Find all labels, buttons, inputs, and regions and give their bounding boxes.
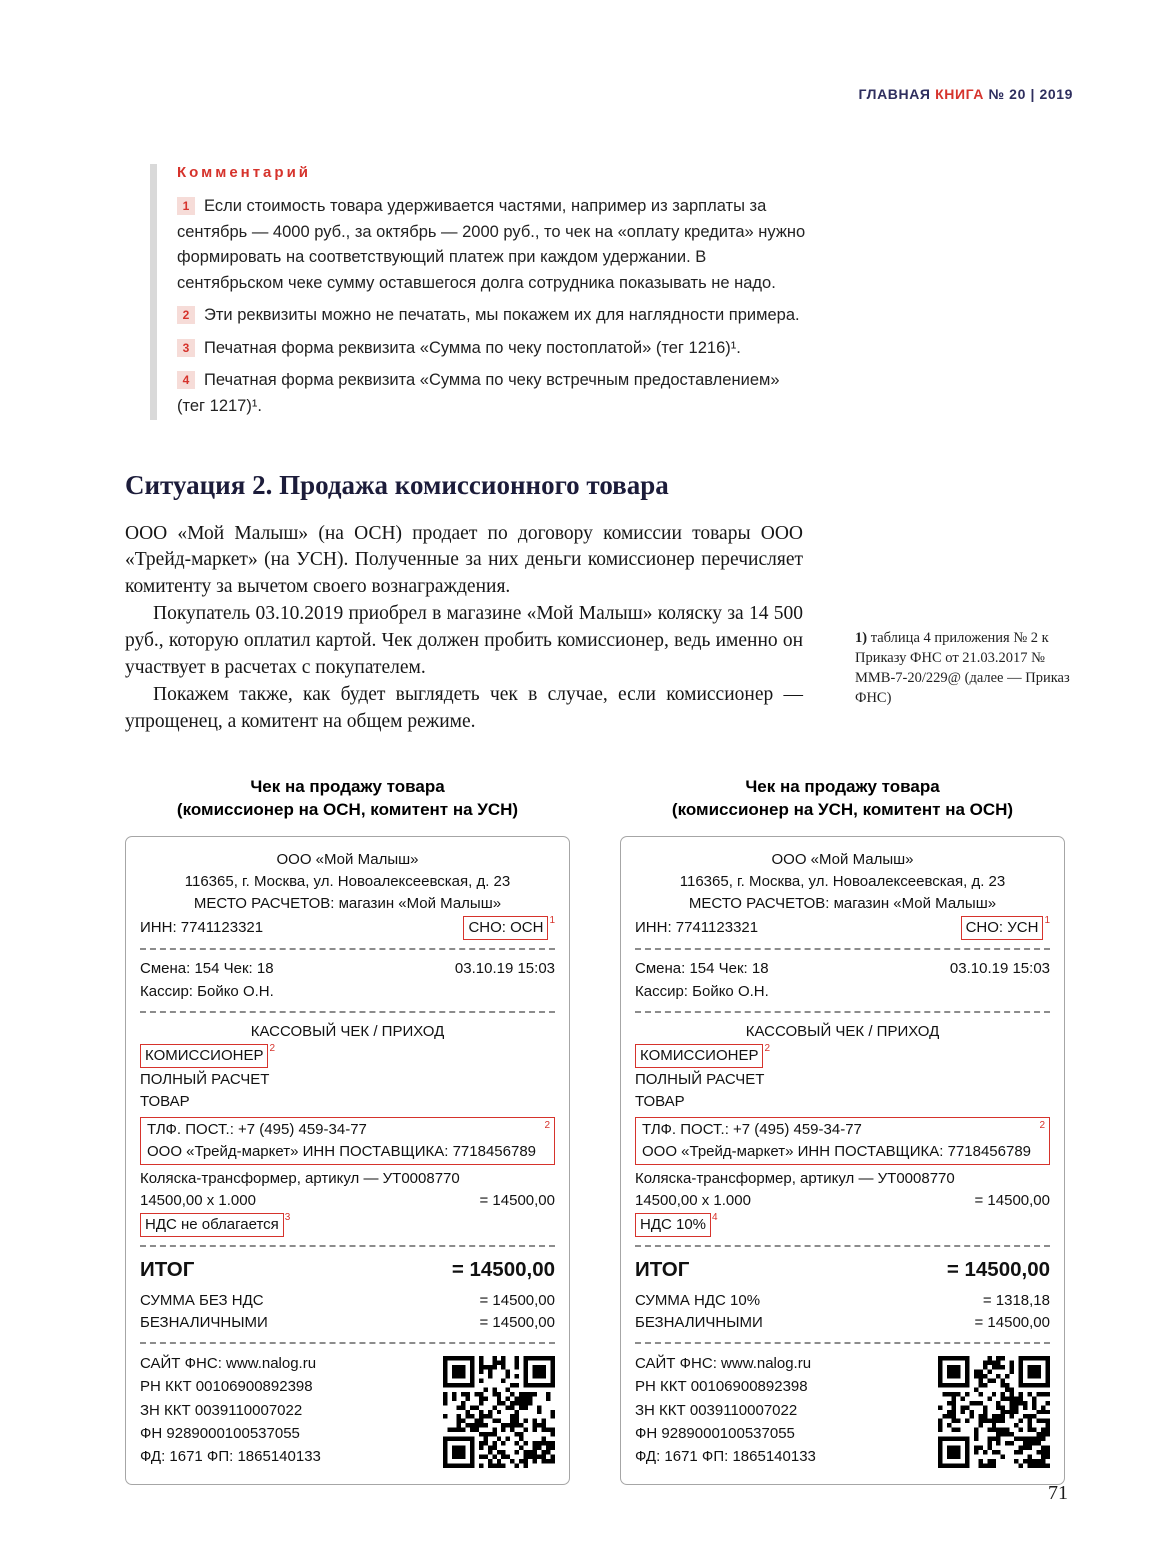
receipt-qty: 14500,00 x 1.000: [140, 1192, 256, 1210]
receipt-fns-zn: ЗН ККТ 0039110007022: [140, 1401, 303, 1419]
receipt-column-right: [620, 776, 1065, 1486]
receipt-sno-wrap: [961, 916, 1050, 940]
receipt-vat: НДС не облагается: [140, 1213, 284, 1237]
receipt-supplier: ООО «Трейд-маркет» ИНН ПОСТАВЩИКА: 7718456789: [147, 1142, 537, 1160]
receipt-payment-value: = 14500,00: [479, 1313, 555, 1331]
body-text: [125, 521, 803, 736]
receipt-shift: Смена: 154 Чек: 18: [635, 960, 769, 978]
commentary-item-text: Печатная форма реквизита «Сумма по чеку постоплатой» (тег 1216)¹.: [204, 338, 741, 357]
receipt-sno-footnote-ref: 1: [549, 915, 555, 927]
receipt-fns-zn: ЗН ККТ 0039110007022: [635, 1401, 798, 1419]
receipt-org: ООО «Мой Малыш»: [276, 850, 419, 868]
page-number: 71: [1048, 1482, 1068, 1504]
receipt-doc-type: КАССОВЫЙ ЧЕК / ПРИХОД: [250, 1022, 445, 1040]
receipt-total-value: = 14500,00: [451, 1258, 555, 1282]
dashed-divider: [140, 1011, 555, 1013]
receipt-supplier-phone: ТЛФ. ПОСТ.: +7 (495) 459-34-77: [642, 1120, 862, 1138]
dashed-divider: [140, 1342, 555, 1344]
brand-name-part2: КНИГА: [935, 86, 984, 102]
qr-code: [938, 1356, 1050, 1468]
receipt-org: ООО «Мой Малыш»: [771, 850, 914, 868]
commentary-item-number: 2: [177, 306, 195, 324]
receipt-amount: = 14500,00: [479, 1192, 555, 1210]
receipt-qty: 14500,00 x 1.000: [635, 1192, 751, 1210]
dashed-divider: [635, 1011, 1050, 1013]
receipt-sno-footnote-ref: 1: [1044, 915, 1050, 927]
receipt-fns-site: САЙТ ФНС: www.nalog.ru: [635, 1355, 812, 1373]
commentary-item: [177, 368, 810, 419]
receipt-item: Коляска-трансформер, артикул — УТ0008770: [635, 1169, 955, 1187]
receipt-title-line1: Чек на продажу товара: [250, 776, 445, 796]
receipt-fns-fn: ФН 9289000100537055: [635, 1424, 795, 1442]
receipt-cashier: Кассир: Бойко О.Н.: [140, 982, 274, 1000]
commentary-item-text: Печатная форма реквизита «Сумма по чеку встречным предоставлением» (тег 1217)¹.: [177, 371, 780, 415]
receipt-title-line2: (комиссионер на УСН, комитент на ОСН): [671, 799, 1014, 819]
receipt-supplier-phone: ТЛФ. ПОСТ.: +7 (495) 459-34-77: [147, 1120, 367, 1138]
receipt-vat-row: [140, 1213, 555, 1237]
commentary-item: [177, 303, 810, 329]
receipt-agent: КОМИССИОНЕР: [635, 1044, 763, 1068]
receipt-vat-row: [635, 1213, 1050, 1237]
receipt-shift-row: [140, 958, 555, 980]
receipt-datetime: 03.10.19 15:03: [949, 960, 1050, 978]
receipt-supplier-footnote-ref: 2: [1039, 1119, 1045, 1131]
receipt-qty-row: [635, 1190, 1050, 1212]
receipt-fns-rn: РН ККТ 00106900892398: [140, 1378, 313, 1396]
receipt-address: 116365, г. Москва, ул. Новоалексеевская, д. 23: [184, 872, 511, 890]
issue-number: № 20 | 2019: [988, 86, 1073, 102]
receipt-vat: НДС 10%: [635, 1213, 711, 1237]
dashed-divider: [635, 948, 1050, 950]
receipt-total-row: [635, 1255, 1050, 1285]
receipt-calc-type: ПОЛНЫЙ РАСЧЕТ: [635, 1071, 765, 1089]
body-paragraph: Покажем также, как будет выглядеть чек в случае, если комиссионер — упрощенец, а комитент на общем режиме.: [125, 683, 803, 732]
receipt-sum-label: СУММА БЕЗ НДС: [140, 1291, 264, 1309]
dashed-divider: [635, 1342, 1050, 1344]
commentary-item: [177, 336, 810, 362]
brand-name-part1: ГЛАВНАЯ: [858, 86, 931, 102]
receipt-fns-block: [635, 1352, 1050, 1468]
commentary-title: Комментарий: [177, 164, 312, 181]
receipt-agent-footnote-ref: 2: [764, 1042, 771, 1054]
receipt-cashier: Кассир: Бойко О.Н.: [635, 982, 769, 1000]
receipt-inn: ИНН: 7741123321: [140, 919, 264, 937]
receipt-sum-label: СУММА НДС 10%: [635, 1291, 761, 1309]
sidebar-footnote: [855, 628, 1085, 708]
receipt-supplier: ООО «Трейд-маркет» ИНН ПОСТАВЩИКА: 7718456789: [642, 1142, 1032, 1160]
commentary-item-number: 4: [177, 371, 195, 389]
receipt-supplier-box: [140, 1117, 555, 1165]
receipt-payment-row: [635, 1312, 1050, 1334]
receipt-qty-row: [140, 1190, 555, 1212]
receipt-fns-rn: РН ККТ 00106900892398: [635, 1378, 808, 1396]
receipt-total-value: = 14500,00: [946, 1258, 1050, 1282]
commentary-item: [177, 194, 810, 296]
receipt-vat-footnote-ref: 4: [712, 1212, 718, 1224]
receipt-sum-row: [635, 1290, 1050, 1312]
dashed-divider: [140, 948, 555, 950]
receipt-fns-fd: ФД: 1671 ФП: 1865140133: [635, 1448, 816, 1466]
receipt-doc-type: КАССОВЫЙ ЧЕК / ПРИХОД: [745, 1022, 940, 1040]
receipt-item: Коляска-трансформер, артикул — УТ0008770: [140, 1169, 460, 1187]
commentary-block: [150, 164, 810, 420]
receipt: [620, 836, 1065, 1486]
receipt-sum-value: = 14500,00: [479, 1291, 555, 1309]
receipt-inn-row: [635, 916, 1050, 940]
receipt-sno: СНО: УСН: [961, 916, 1044, 940]
commentary-item-number: 3: [177, 339, 195, 357]
commentary-item-number: 1: [177, 197, 195, 215]
receipt-place: МЕСТО РАСЧЕТОВ: магазин «Мой Малыш»: [193, 895, 502, 912]
qr-code: [443, 1356, 555, 1468]
receipt-payment-label: БЕЗНАЛИЧНЫМИ: [140, 1313, 268, 1331]
receipt-datetime: 03.10.19 15:03: [454, 960, 555, 978]
receipt-inn: ИНН: 7741123321: [635, 919, 759, 937]
receipt-title: [125, 776, 570, 822]
footnote-text: таблица 4 приложения № 2 к Приказу ФНС от 21.03.2017 № ММВ-7-20/229@ (далее — Приказ ФНС): [855, 630, 1070, 706]
receipt-fns-fn: ФН 9289000100537055: [140, 1424, 300, 1442]
commentary-item-text: Эти реквизиты можно не печатать, мы покажем их для наглядности примера.: [204, 306, 800, 325]
receipt-total-label: ИТОГ: [635, 1258, 690, 1282]
receipt-fns-site: САЙТ ФНС: www.nalog.ru: [140, 1355, 317, 1373]
receipt-supplier-footnote-ref: 2: [544, 1119, 550, 1131]
receipt-total-label: ИТОГ: [140, 1258, 195, 1282]
receipt-fns-lines: [635, 1352, 816, 1468]
receipt-title: [620, 776, 1065, 822]
receipt-fns-block: [140, 1352, 555, 1468]
receipt-inn-row: [140, 916, 555, 940]
receipt-subject: ТОВАР: [635, 1093, 685, 1111]
receipt-agent-row: [140, 1044, 555, 1068]
receipt-title-line1: Чек на продажу товара: [745, 776, 940, 796]
receipt-supplier-box: [635, 1117, 1050, 1165]
receipt-shift: Смена: 154 Чек: 18: [140, 960, 274, 978]
receipt-sno: СНО: ОСН: [463, 916, 548, 940]
receipt-subject: ТОВАР: [140, 1093, 190, 1111]
receipt-agent: КОМИССИОНЕР: [140, 1044, 268, 1068]
receipt-sno-wrap: [463, 916, 555, 940]
receipt-calc-type: ПОЛНЫЙ РАСЧЕТ: [140, 1071, 270, 1089]
receipt-sum-value: = 1318,18: [982, 1291, 1050, 1309]
body-paragraph: Покупатель 03.10.2019 приобрел в магазине «Мой Малыш» коляску за 14 500 руб., которую оплатил картой. Чек должен пробить комиссионер, ведь именно он участвует в расчетах с покупателем.: [125, 603, 803, 679]
receipt-shift-row: [635, 958, 1050, 980]
receipt-payment-value: = 14500,00: [974, 1313, 1050, 1331]
receipts-row: [125, 776, 1065, 1486]
receipt-fns-lines: [140, 1352, 321, 1468]
section-heading: Ситуация 2. Продажа комиссионного товара: [125, 469, 669, 500]
receipt-payment-label: БЕЗНАЛИЧНЫМИ: [635, 1313, 763, 1331]
commentary-item-text: Если стоимость товара удерживается частями, например из зарплаты за сентябрь — 4000 руб., за октябрь — 2000 руб., то чек на «оплату кредита» нужно формировать на соответствующий платеж при каждом удержании. В сентябрьском чеке сумму оставшегося долга сотрудника показывать не надо.: [177, 197, 806, 292]
receipt-address: 116365, г. Москва, ул. Новоалексеевская, д. 23: [679, 872, 1006, 890]
receipt-sum-row: [140, 1290, 555, 1312]
receipt-title-line2: (комиссионер на ОСН, комитент на УСН): [176, 799, 519, 819]
footnote-marker: 1): [855, 630, 868, 646]
receipt-amount: = 14500,00: [974, 1192, 1050, 1210]
receipt-vat-footnote-ref: 3: [284, 1212, 291, 1224]
receipt-total-row: [140, 1255, 555, 1285]
receipt-column-left: [125, 776, 570, 1486]
receipt-place: МЕСТО РАСЧЕТОВ: магазин «Мой Малыш»: [688, 895, 997, 912]
dashed-divider: [635, 1245, 1050, 1247]
receipt-fns-fd: ФД: 1671 ФП: 1865140133: [140, 1448, 321, 1466]
magazine-header: [858, 86, 1073, 102]
body-paragraph: ООО «Мой Малыш» (на ОСН) продает по договору комиссии товары ООО «Трейд-маркет» (на УСН). Полученные за них деньги комиссионер перечисляет комитенту за вычетом своего вознаграждения.: [125, 522, 803, 598]
receipt: [125, 836, 570, 1486]
receipt-agent-footnote-ref: 2: [269, 1042, 276, 1054]
dashed-divider: [140, 1245, 555, 1247]
receipt-payment-row: [140, 1312, 555, 1334]
receipt-agent-row: [635, 1044, 1050, 1068]
